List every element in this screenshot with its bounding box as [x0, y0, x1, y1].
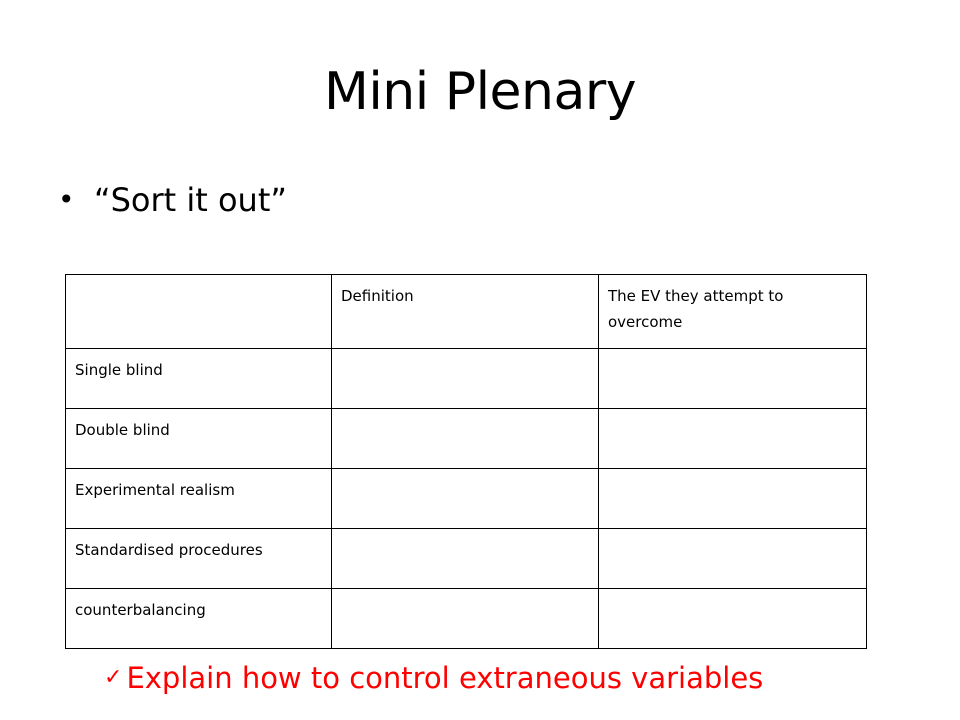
bullet-item [58, 174, 287, 226]
bullet-marker: • [58, 183, 75, 216]
sort-table [65, 274, 867, 649]
check-icon: ✓ [104, 665, 123, 690]
table-cell [599, 469, 867, 529]
table-cell [599, 589, 867, 649]
table-row [66, 409, 867, 469]
table-cell [332, 469, 599, 529]
table-cell [332, 349, 599, 409]
table-cell: Double blind [66, 409, 332, 469]
table-cell [599, 349, 867, 409]
table-cell [332, 589, 599, 649]
table-row [66, 529, 867, 589]
table-row [66, 349, 867, 409]
table-cell: Standardised procedures [66, 529, 332, 589]
slide-title: Mini Plenary [323, 62, 637, 122]
table-cell [332, 529, 599, 589]
table-cell [332, 409, 599, 469]
table-header-cell: Definition [332, 275, 599, 349]
table-cell: Single blind [66, 349, 332, 409]
learning-objective-text: Explain how to control extraneous variables [126, 661, 764, 695]
table-cell: Experimental realism [66, 469, 332, 529]
table-header-row [66, 275, 867, 349]
table-row [66, 469, 867, 529]
table-cell [599, 409, 867, 469]
table-header-cell [66, 275, 332, 349]
table-row [66, 589, 867, 649]
table-cell: counterbalancing [66, 589, 332, 649]
table-header-cell: The EV they attempt to overcome [599, 275, 867, 349]
learning-objective [104, 656, 763, 700]
table-cell [599, 529, 867, 589]
bullet-text: “Sort it out” [94, 181, 287, 219]
